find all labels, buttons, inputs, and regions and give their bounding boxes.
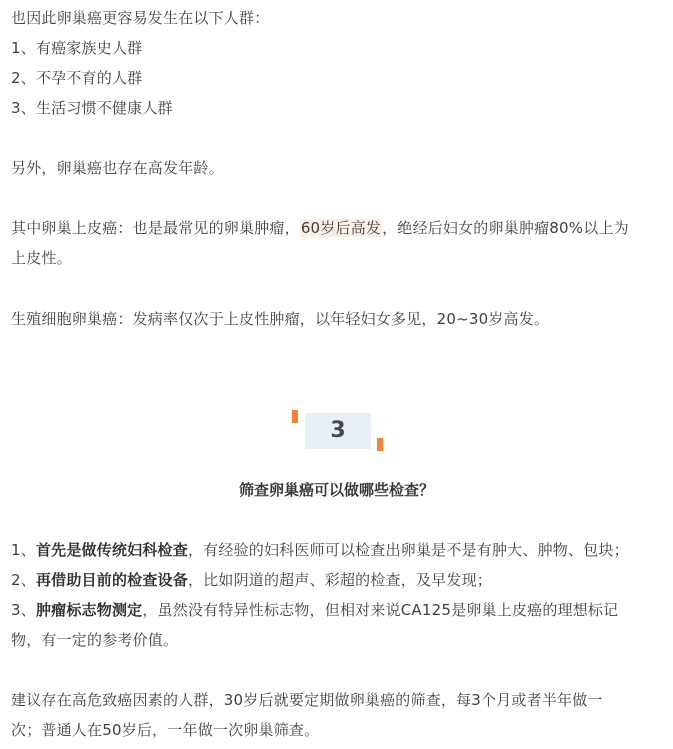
advice-paragraph: 建议存在高危致癌因素的人群，30岁后就要定期做卵巢癌的筛查，每3个月或者半年做一 (11, 691, 603, 709)
germ-cell-paragraph: 生殖细胞卵巢癌：发病率仅次于上皮性肿瘤，以年轻妇女多见，20~30岁高发。 (11, 310, 550, 328)
check-item (11, 600, 618, 620)
check-key-phrase: 再借助目前的检查设备 (35, 571, 188, 589)
advice-paragraph-line2: 次；普通人在50岁后，一年做一次卵巢筛查。 (11, 721, 320, 739)
check-description: ，有经验的妇科医师可以检查出卵巢是不是有肿大、肿物、包块； (187, 541, 629, 559)
check-item (11, 570, 492, 590)
risk-group-item: 2、不孕不育的人群 (11, 69, 143, 87)
section-title: 筛查卵巢癌可以做哪些检查？ (238, 481, 434, 499)
highlight-age: 60岁后高发 (300, 219, 382, 237)
epithelial-text-end: ，绝经后妇女的卵巢肿瘤80%以上为 (382, 219, 629, 237)
section-number-badge (290, 410, 385, 452)
risk-group-item: 1、有癌家族史人群 (11, 39, 143, 57)
epithelial-text-start: 其中卵巢上皮癌：也是最常见的卵巢肿瘤， (11, 219, 300, 237)
check-number: 3、 (11, 601, 36, 619)
epithelial-paragraph-line2: 上皮性。 (11, 249, 72, 267)
epithelial-paragraph (11, 218, 629, 238)
age-note: 另外，卵巢癌也存在高发年龄。 (11, 159, 224, 177)
check-description: ，虽然没有特异性标志物，但相对来说CA125是卵巢上皮癌的理想标记 (142, 601, 619, 619)
badge-corner-accent (292, 410, 298, 423)
check-number: 2、 (11, 571, 36, 589)
section-number: 3 (305, 413, 371, 449)
intro-heading: 也因此卵巢癌更容易发生在以下人群： (11, 9, 270, 27)
check-number: 1、 (11, 541, 36, 559)
check-item-line2: 物，有一定的参考价值。 (11, 631, 179, 649)
check-key-phrase: 肿瘤标志物测定 (35, 601, 143, 619)
risk-group-item: 3、生活习惯不健康人群 (11, 99, 173, 117)
check-key-phrase: 首先是做传统妇科检查 (35, 541, 188, 559)
check-item (11, 540, 629, 560)
check-description: ，比如阴道的超声、彩超的检查，及早发现； (187, 571, 492, 589)
badge-corner-accent (377, 438, 383, 451)
